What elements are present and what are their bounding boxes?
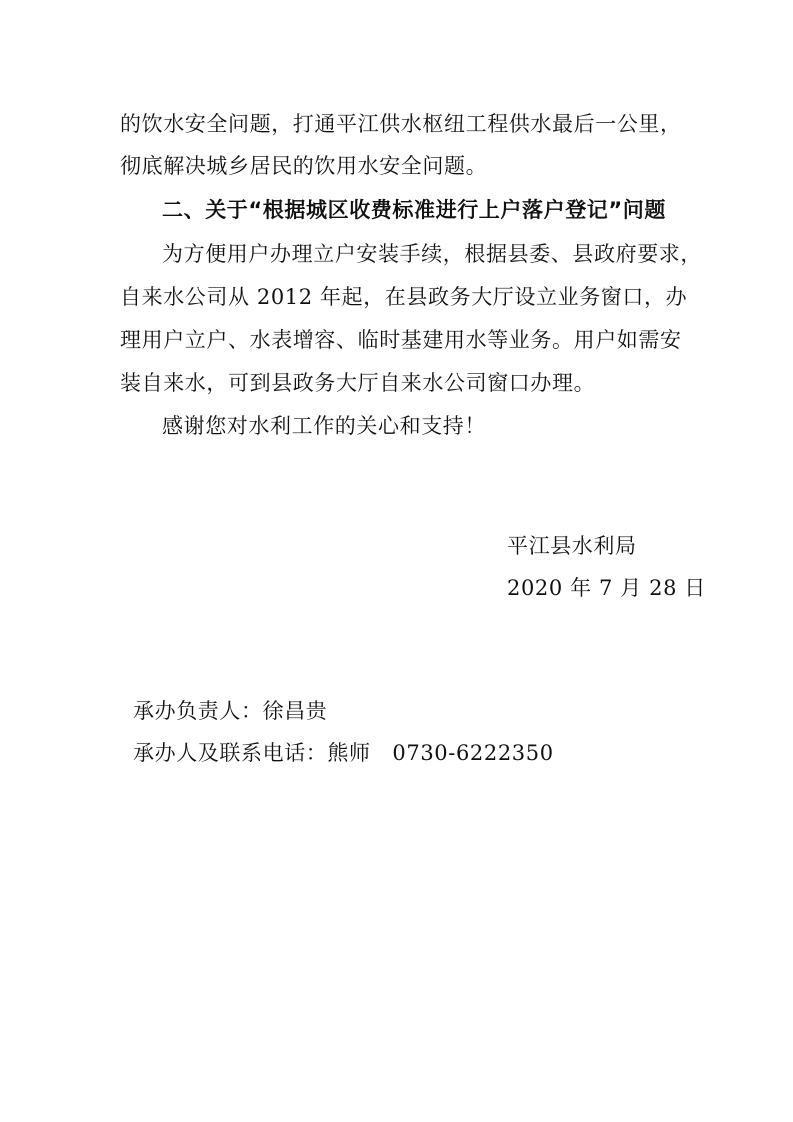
body-text-line: 理用户立户、水表增容、临时基建用水等业务。用户如需安 bbox=[120, 328, 682, 352]
contact-handler: 承办人及联系电话：熊师 0730-6222350 bbox=[133, 741, 554, 765]
body-text-line: 彻底解决城乡居民的饮用水安全问题。 bbox=[120, 154, 488, 178]
contact-responsible: 承办负责人：徐昌贵 bbox=[133, 699, 328, 723]
body-text-line: 装自来水，可到县政务大厅自来水公司窗口办理。 bbox=[120, 371, 596, 395]
signature-date: 2020 年 7 月 28 日 bbox=[507, 576, 706, 600]
body-text-line: 的饮水安全问题，打通平江供水枢纽工程供水最后一公里， bbox=[120, 112, 682, 136]
body-text-line: 为方便用户办理立户安装手续，根据县委、县政府要求， bbox=[162, 242, 702, 266]
section-heading: 二、关于“根据城区收费标准进行上户落户登记”问题 bbox=[162, 198, 667, 222]
signature-org: 平江县水利局 bbox=[507, 534, 637, 558]
closing-remark: 感谢您对水利工作的关心和支持！ bbox=[162, 414, 486, 438]
body-text-line: 自来水公司从 2012 年起，在县政务大厅设立业务窗口，办 bbox=[120, 285, 688, 309]
